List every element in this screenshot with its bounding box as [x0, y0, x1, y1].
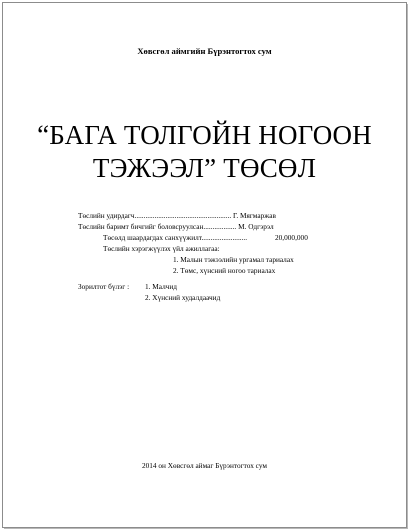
activities-label: Төслийн хэрэгжүүлэх үйл ажиллагаа: — [103, 244, 220, 253]
document-footer: 2014 он Хөвсгөл аймаг Бүрэнтогтох сум — [141, 461, 267, 470]
title-line-2: ТЭЖЭЭЛ” ТӨСӨЛ — [92, 153, 317, 183]
activity-item-1: 1. Малын тэжээлийн ургамал тариалах — [173, 255, 294, 264]
activity-item-2: 2. Төмс, хүнсний ногоо тариалах — [173, 266, 276, 275]
title-line-1: “БАГА ТОЛГОЙН НОГООН — [37, 120, 372, 150]
target-group-item-1: 1. Малчид — [145, 282, 178, 291]
document-header: Хөвсгөл аймгийн Бүрэнтогтох сум — [137, 46, 272, 56]
target-group-label: Зорилтот бүлэг : — [78, 282, 130, 291]
project-drafter: Төслийн баримт бичгийг боловсруулсан.................. М. Одгэрэл — [78, 222, 274, 231]
project-leader: Төслийн удирдагч..................................................... Г. Мягмаржав — [78, 211, 276, 220]
target-group-item-2: 2. Хүнсний худалдаачид — [145, 293, 221, 302]
document-page — [2, 2, 407, 528]
budget-value: 20,000,000 — [275, 233, 308, 242]
budget-label: Төсөлд шаардагдах санхүүжилт......................... — [103, 233, 248, 242]
